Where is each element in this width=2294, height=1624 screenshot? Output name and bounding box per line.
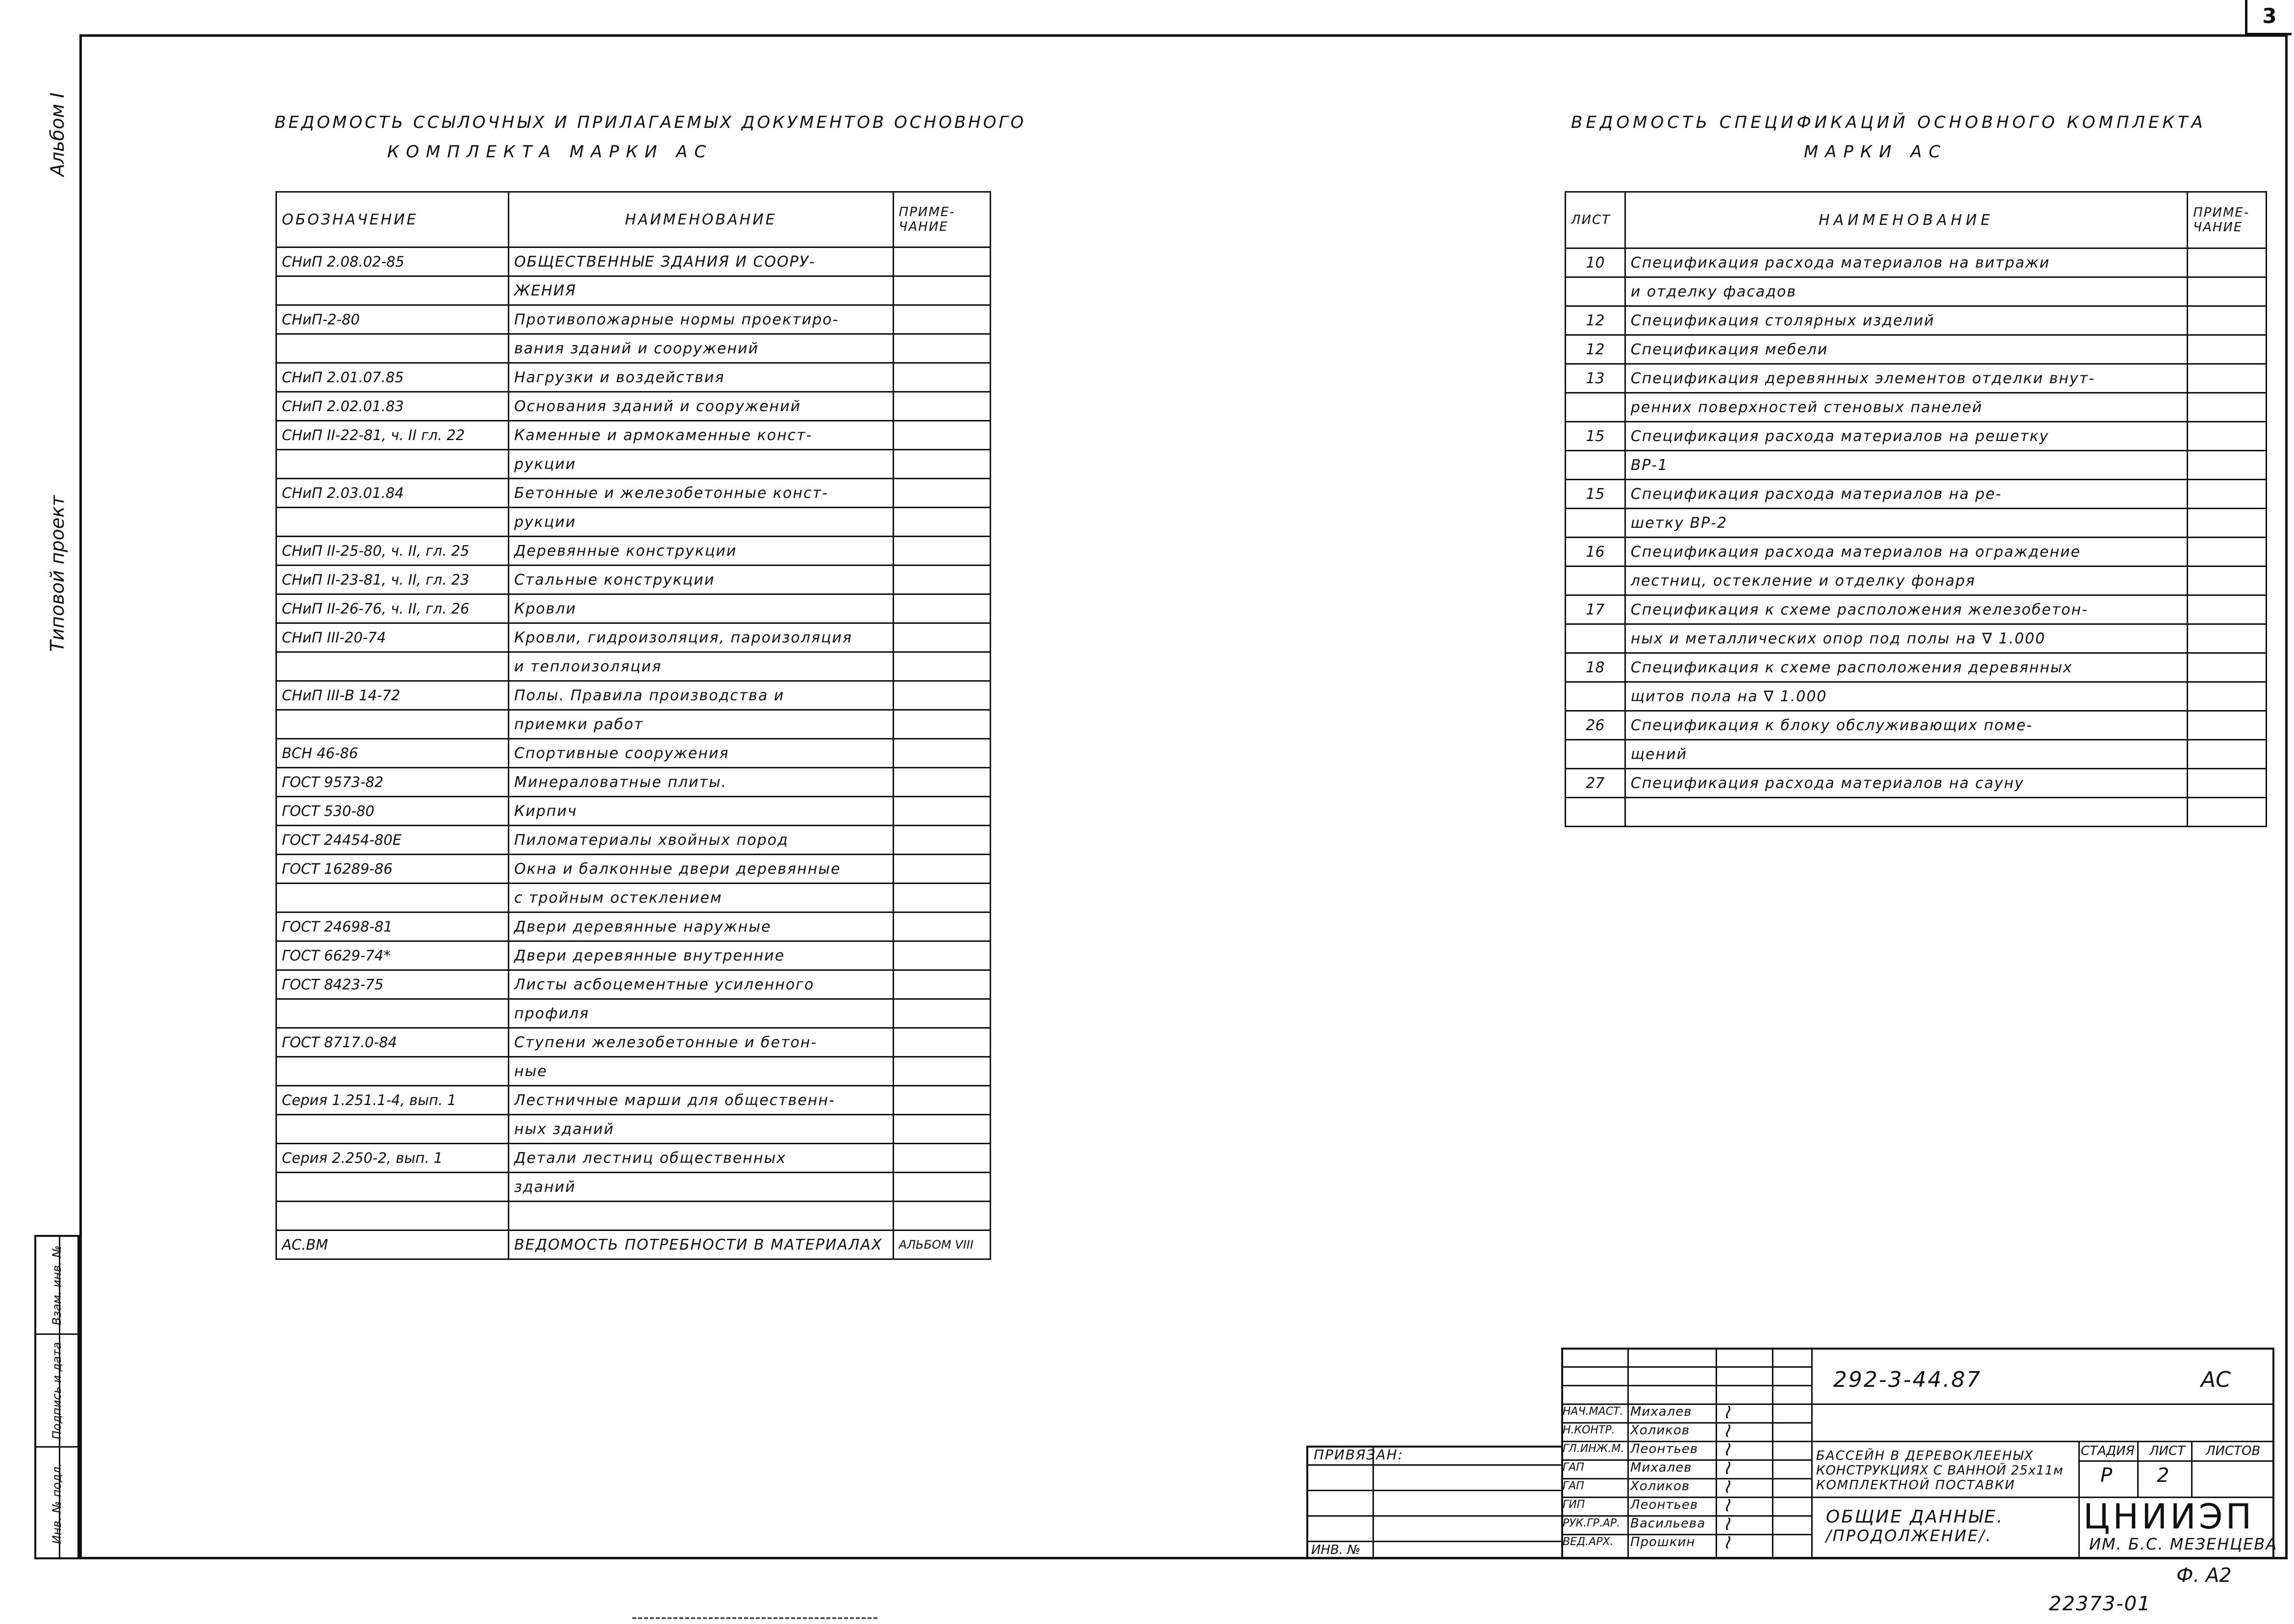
sheet-ref [1566,740,1625,769]
table-row [276,970,991,999]
document-code: СНиП III-В 14-72 [276,681,509,710]
document-note [893,681,990,710]
specification-note [2188,451,2267,480]
specification-name: Спецификация к блоку обслуживающих поме- [1625,711,2188,740]
table-row [1566,711,2267,740]
document-code: СНиП III-20-74 [276,623,509,652]
sheet-ref [1566,682,1625,711]
sheet-ref [1566,509,1625,538]
document-name: Нагрузки и воздействия [508,363,893,392]
header-designation: ОБОЗНАЧЕНИЕ [276,192,509,247]
document-note [893,421,990,450]
document-name: Пиломатериалы хвойных пород [508,826,893,855]
role-label: НАЧ.МАСТ. [1563,1405,1623,1418]
document-code: ГОСТ 24454-80Е [276,826,509,855]
role-label: ГЛ.ИНЖ.М. [1563,1443,1624,1455]
document-note [893,392,990,421]
table-row [1566,740,2267,769]
document-code [276,450,509,479]
table-row [276,826,991,855]
document-name: Противопожарные нормы проектиро- [508,305,893,334]
specification-note [2188,509,2267,538]
table-row [1566,335,2267,364]
document-code: СНиП II-22-81, ч. II гл. 22 [276,421,509,450]
document-note [893,1057,990,1086]
document-code [276,999,509,1028]
specification-name: Спецификация расхода материалов на решетку [1625,422,2188,451]
specification-name: Спецификация расхода материалов на сауну [1625,769,2188,798]
organization-name: ЦНИИЭП [2083,1497,2255,1537]
document-name: профиля [508,999,893,1028]
stamp-original-inv: Инв. № подл. [50,1463,64,1544]
document-note [893,305,990,334]
document-code [276,710,509,739]
document-name: ЖЕНИЯ [508,276,893,305]
table-row [276,681,991,710]
specification-note [2188,624,2267,653]
document-code: ГОСТ 9573-82 [276,768,509,797]
specifications-table [1565,191,2267,827]
table-row [1566,277,2267,306]
document-name: Листы асбоцементные усиленного [508,970,893,999]
specification-note [2188,682,2267,711]
binding-label: ПРИВЯЗАН: [1314,1447,1404,1463]
project-title-2: КОНСТРУКЦИЯХ С ВАННОЙ 25х11м [1816,1463,2064,1478]
table-row [1566,798,2267,827]
document-code: СНиП II-23-81, ч. II, гл. 23 [276,566,509,594]
table-row [276,392,991,421]
document-name: Стальные конструкции [508,566,893,594]
specification-note [2188,566,2267,595]
handwritten-signature: ≀ [1723,1401,1730,1423]
specification-note [2188,393,2267,422]
table-row [276,479,991,508]
table-row [276,537,991,566]
table-row [1566,538,2267,566]
document-name: Ступени железобетонные и бетон- [508,1028,893,1057]
table-row [276,1086,991,1115]
document-name: Минераловатные плиты. [508,768,893,797]
document-note [893,450,990,479]
document-title-2: /ПРОДОЛЖЕНИЕ/. [1826,1526,1993,1545]
document-note [893,1028,990,1057]
table-row [1566,566,2267,595]
document-note [893,334,990,363]
role-name: Васильева [1630,1516,1706,1531]
handwritten-signature: ≀ [1723,1531,1730,1553]
handwritten-signature: ≀ [1723,1419,1730,1442]
document-code: СНиП II-26-76, ч. II, гл. 26 [276,594,509,623]
document-name: приемки работ [508,710,893,739]
document-code: АС.ВМ [276,1230,509,1259]
project-label: Типовой проект [47,495,68,652]
document-code [276,1057,509,1086]
document-code [276,652,509,681]
format-label: Ф. А2 [2176,1564,2232,1587]
document-code: СНиП 2.01.07.85 [276,363,509,392]
document-name: Окна и балконные двери деревянные [508,855,893,884]
document-note [893,884,990,912]
document-note [893,1202,990,1230]
role-label: РУК.ГР.АР. [1563,1517,1621,1529]
table-row [1566,306,2267,335]
document-note [893,276,990,305]
table-row [276,855,991,884]
specification-note [2188,711,2267,740]
table-row [276,566,991,594]
document-note [893,1086,990,1115]
specification-note [2188,422,2267,451]
role-name: Прошкин [1630,1535,1696,1550]
table-row [276,1144,991,1173]
role-label: ГАП [1563,1461,1584,1474]
sheet-ref: 12 [1566,306,1625,335]
table-row [1566,509,2267,538]
table-row [276,247,991,276]
document-title-1: ОБЩИЕ ДАННЫЕ. [1826,1507,2004,1527]
document-name: ВЕДОМОСТЬ ПОТРЕБНОСТИ В МАТЕРИАЛАХ [508,1230,893,1259]
document-code [276,1202,509,1230]
document-code: ГОСТ 8423-75 [276,970,509,999]
header-note: ПРИМЕ- ЧАНИЕ [2188,192,2267,248]
specification-name: шетку ВР-2 [1625,509,2188,538]
specification-name [1625,798,2188,827]
document-note [893,941,990,970]
specification-note [2188,248,2267,277]
left-title-line1: ВЕДОМОСТЬ ССЫЛОЧНЫХ И ПРИЛАГАЕМЫХ ДОКУМЕНТОВ ОСНОВНОГО [274,113,1026,132]
role-label: Н.КОНТР. [1563,1424,1615,1436]
document-name: рукции [508,508,893,537]
specification-name: Спецификация расхода материалов на витражи [1625,248,2188,277]
handwritten-signature: ≀ [1723,1456,1730,1479]
document-name: Основания зданий и сооружений [508,392,893,421]
archive-number: 22373-01 [2049,1593,2151,1615]
document-name: Двери деревянные наружные [508,912,893,941]
document-code [276,884,509,912]
table-row [276,999,991,1028]
sheet-ref: 17 [1566,595,1625,624]
table-row [276,623,991,652]
document-name: зданий [508,1173,893,1202]
document-name: Кирпич [508,797,893,826]
document-name: Полы. Правила производства и [508,681,893,710]
stamp-replace-inv: Взам. инв. № [36,1237,77,1335]
document-note [893,247,990,276]
document-name: Кровли, гидроизоляция, пароизоляция [508,623,893,652]
document-note [893,363,990,392]
document-name: Спортивные сооружения [508,739,893,768]
sheet-number: 3 [2245,0,2292,35]
table-row [276,1057,991,1086]
document-note [893,797,990,826]
document-code: ГОСТ 8717.0-84 [276,1028,509,1057]
document-note [893,970,990,999]
project-title-1: БАССЕЙН В ДЕРЕВОКЛЕЕНЫХ [1816,1449,2034,1463]
document-name: ные [508,1057,893,1086]
document-name: Бетонные и железобетонные конст- [508,479,893,508]
document-code [276,334,509,363]
table-row [1566,480,2267,509]
document-note [893,999,990,1028]
table-row [1566,451,2267,480]
document-note [893,710,990,739]
handwritten-signature: ≀ [1723,1494,1730,1516]
document-note [893,594,990,623]
sheet-value: 2 [2157,1464,2169,1487]
table-row [1566,682,2267,711]
table-row [276,1230,991,1259]
document-note [893,1144,990,1173]
document-code [276,1115,509,1144]
document-note [893,826,990,855]
sheet-ref: 12 [1566,335,1625,364]
table-row [1566,653,2267,682]
left-title-line2: КОМПЛЕКТА МАРКИ АС [387,142,713,162]
document-note: АЛЬБОМ VIII [893,1230,990,1259]
stamp-signature-date: Подпись и дата [36,1335,77,1448]
table-row [276,450,991,479]
document-code: ГОСТ 24698-81 [276,912,509,941]
table-row [276,594,991,623]
role-name: Холиков [1630,1479,1690,1494]
specification-name: Спецификация к схеме расположения железобетон- [1625,595,2188,624]
document-code: СНиП 2.08.02-85 [276,247,509,276]
sheet-ref: 13 [1566,364,1625,393]
table-row [1566,248,2267,277]
table-row [276,1173,991,1202]
specification-name: Спецификация столярных изделий [1625,306,2188,335]
specification-name: ВР-1 [1625,451,2188,480]
document-name: ОБЩЕСТВЕННЫЕ ЗДАНИЯ И СООРУ- [508,247,893,276]
specification-name: щитов пола на ∇ 1.000 [1625,682,2188,711]
table-row [276,912,991,941]
sheet-ref [1566,798,1625,827]
organization-subtitle: ИМ. Б.С. МЕЗЕНЦЕВА [2089,1535,2278,1553]
document-code: Серия 1.251.1-4, вып. 1 [276,1086,509,1115]
document-note [893,912,990,941]
specification-name: и отделку фасадов [1625,277,2188,306]
sheet-ref: 26 [1566,711,1625,740]
table-row [276,941,991,970]
handwritten-signature: ≀ [1723,1438,1730,1460]
specification-note [2188,335,2267,364]
specification-name: Спецификация расхода материалов на ре- [1625,480,2188,509]
role-label: ВЕД.АРХ. [1563,1536,1614,1548]
document-note [893,1115,990,1144]
right-title-line1: ВЕДОМОСТЬ СПЕЦИФИКАЦИЙ ОСНОВНОГО КОМПЛЕКТА [1571,113,2206,132]
specification-note [2188,798,2267,827]
specification-note [2188,306,2267,335]
document-name: Детали лестниц общественных [508,1144,893,1173]
table-row [276,305,991,334]
specification-note [2188,769,2267,798]
document-code: ВСН 46-86 [276,739,509,768]
project-title-3: КОМПЛЕКТНОЙ ПОСТАВКИ [1816,1478,2016,1493]
specification-name: Спецификация расхода материалов на ограждение [1625,538,2188,566]
sheets-label: ЛИСТОВ [2206,1444,2261,1458]
table-row [1566,624,2267,653]
sheet-ref [1566,624,1625,653]
table-row [276,768,991,797]
specification-name: ных и металлических опор под полы на ∇ 1.000 [1625,624,2188,653]
table-row [276,508,991,537]
document-note [893,739,990,768]
album-label: Альбом I [47,92,68,176]
role-label: ГАП [1563,1480,1584,1492]
document-name: вания зданий и сооружений [508,334,893,363]
sheet-ref: 15 [1566,422,1625,451]
header-sheet: ЛИСТ [1566,192,1625,248]
role-name: Михалев [1630,1460,1692,1475]
document-code: ГОСТ 6629-74* [276,941,509,970]
document-note [893,652,990,681]
specification-name: Спецификация мебели [1625,335,2188,364]
document-note [893,566,990,594]
table-row [1566,393,2267,422]
table-row [276,334,991,363]
header-name: НАИМЕНОВАНИЕ [1625,192,2188,248]
document-name: Деревянные конструкции [508,537,893,566]
inventory-label: ИНВ. № [1311,1543,1361,1557]
sheet-ref [1566,393,1625,422]
document-note [893,855,990,884]
document-note [893,508,990,537]
table-row [1566,364,2267,393]
sheet-label: ЛИСТ [2149,1444,2186,1458]
document-code: СНиП 2.02.01.83 [276,392,509,421]
role-name: Холиков [1630,1423,1690,1438]
specification-name: ренних поверхностей стеновых панелей [1625,393,2188,422]
sheet-ref: 15 [1566,480,1625,509]
document-code [276,276,509,305]
document-code: СНиП 2.03.01.84 [276,479,509,508]
document-note [893,479,990,508]
document-name: Каменные и армокаменные конст- [508,421,893,450]
document-note [893,1173,990,1202]
document-note [893,537,990,566]
document-code [276,1173,509,1202]
sheet-ref: 27 [1566,769,1625,798]
side-stamp [34,1235,79,1559]
scan-edge-mark [632,1617,877,1619]
table-row [276,363,991,392]
sheet-ref [1566,566,1625,595]
specification-note [2188,364,2267,393]
document-note [893,623,990,652]
document-name: рукции [508,450,893,479]
document-name: Двери деревянные внутренние [508,941,893,970]
header-name: НАИМЕНОВАНИЕ [508,192,893,247]
specification-name: Спецификация деревянных элементов отделки внут- [1625,364,2188,393]
document-code: СНиП-2-80 [276,305,509,334]
role-name: Леонтьев [1630,1442,1698,1456]
specification-name: Спецификация к схеме расположения деревянных [1625,653,2188,682]
specification-name: лестниц, остекление и отделку фонаря [1625,566,2188,595]
handwritten-signature: ≀ [1723,1512,1730,1535]
table-row [276,710,991,739]
document-code: 292-3-44.87 [1833,1367,1982,1392]
document-mark: АС [2201,1367,2231,1392]
document-code: Серия 2.250-2, вып. 1 [276,1144,509,1173]
document-name: и теплоизоляция [508,652,893,681]
table-row [276,884,991,912]
sheet-ref [1566,277,1625,306]
reference-documents-table [275,191,991,1260]
table-row [276,1028,991,1057]
document-code: ГОСТ 16289-86 [276,855,509,884]
role-name: Михалев [1630,1404,1692,1419]
sheet-ref: 16 [1566,538,1625,566]
table-row [1566,769,2267,798]
table-row [276,1115,991,1144]
table-row [276,652,991,681]
header-note: ПРИМЕ- ЧАНИЕ [893,192,990,247]
table-row [1566,422,2267,451]
specification-note [2188,595,2267,624]
document-name: ных зданий [508,1115,893,1144]
document-name: с тройным остеклением [508,884,893,912]
stage-value: Р [2100,1464,2113,1487]
specification-note [2188,480,2267,509]
stage-label: СТАДИЯ [2081,1444,2135,1458]
document-code: ГОСТ 530-80 [276,797,509,826]
specification-note [2188,277,2267,306]
table-row [276,797,991,826]
specification-note [2188,538,2267,566]
role-name: Леонтьев [1630,1498,1698,1512]
specification-note [2188,653,2267,682]
specification-name: щений [1625,740,2188,769]
document-name: Лестничные марши для общественн- [508,1086,893,1115]
sheet-ref [1566,451,1625,480]
sheet-ref: 18 [1566,653,1625,682]
document-name: Кровли [508,594,893,623]
table-row [276,1202,991,1230]
table-row [276,276,991,305]
table-row [276,421,991,450]
document-name [508,1202,893,1230]
handwritten-signature: ≀ [1723,1475,1730,1498]
role-label: ГИП [1563,1499,1585,1511]
table-row [1566,595,2267,624]
document-code [276,508,509,537]
sheet-ref: 10 [1566,248,1625,277]
right-title-line2: МАРКИ АС [1804,142,1947,162]
table-row [276,739,991,768]
specification-note [2188,740,2267,769]
document-note [893,768,990,797]
document-code: СНиП II-25-80, ч. II, гл. 25 [276,537,509,566]
